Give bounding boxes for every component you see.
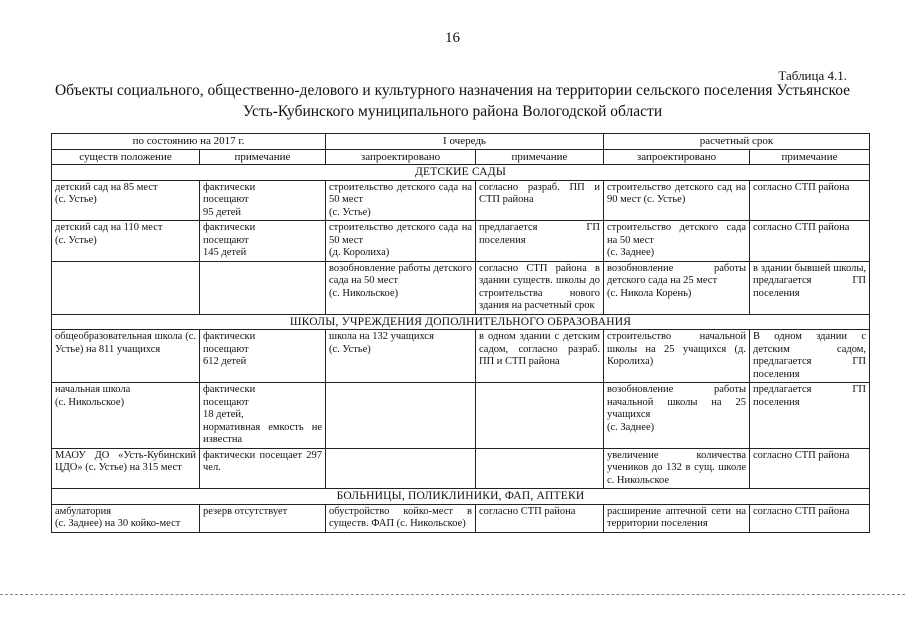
header-col-designed-1: запроектировано [326,149,476,165]
table-cell: согласно СТП района [750,221,870,262]
table-cell: строительство начальной школы на 25 учащихся (д. Королиха) [604,330,750,383]
table-cell: МАОУ ДО «Усть-Кубинский ЦДО» (с. Устье) на 315 мест [52,448,200,489]
header-group-first-stage: I очередь [326,134,604,150]
header-group-row [52,134,870,150]
header-column-row [52,149,870,165]
table-cell: расширение аптечной сети на территории поселения [604,504,750,532]
table-cell: согласно разраб. ПП и СТП района [476,180,604,221]
table-cell: фактически посещают 145 детей [200,221,326,262]
table-cell: детский сад на 85 мест (с. Устье) [52,180,200,221]
table-cell [326,448,476,489]
table-row [52,330,870,383]
table-row [52,221,870,262]
table-cell: в здании бывшей школы, предлагается ГП поселения [750,261,870,314]
title-line-1: Объекты социального, общественно-делового и культурного назначения на территории сельского поселения Устьянское [54,82,851,99]
document-title [40,80,865,122]
section-title: ДЕТСКИЕ САДЫ [52,165,870,181]
section-title: ШКОЛЫ, УЧРЕЖДЕНИЯ ДОПОЛНИТЕЛЬНОГО ОБРАЗОВАНИЯ [52,314,870,330]
table-cell: возобновление работы детского сада на 50 мест (с. Никольское) [326,261,476,314]
table-cell: предлагается ГП поселения [476,221,604,262]
table-cell: согласно СТП района в здании существ. школы до строительства нового здания на расчетный срок [476,261,604,314]
table-cell [476,383,604,449]
table-label: Таблица 4.1. [778,68,847,83]
table-cell: резерв отсутствует [200,504,326,532]
header-col-note-2: примечание [476,149,604,165]
table-cell: общеобразовательная школа (с. Устье) на 811 учащихся [52,330,200,383]
header-group-current: по состоянию на 2017 г. [52,134,326,150]
table-cell: строительство детского сада на 50 мест (с. Заднее) [604,221,750,262]
table-cell: согласно СТП района [750,448,870,489]
table-cell: строительство детского сад на 90 мест (с. Устье) [604,180,750,221]
table-cell: амбулатория (с. Заднее) на 30 койко-мест [52,504,200,532]
table-row [52,261,870,314]
table-cell: школа на 132 учащихся (с. Устье) [326,330,476,383]
table-cell: согласно СТП района [750,180,870,221]
objects-table [51,133,870,533]
table-cell: детский сад на 110 мест (с. Устье) [52,221,200,262]
table-cell [52,261,200,314]
header-group-estimated-term: расчетный срок [604,134,870,150]
table-cell [326,383,476,449]
table-cell: В одном здании с детским садом, предлагается ГП поселения [750,330,870,383]
table-cell: строительство детского сада на 50 мест (д. Королиха) [326,221,476,262]
table-row [52,504,870,532]
table-cell: фактически посещают 612 детей [200,330,326,383]
section-header-row [52,489,870,505]
table-cell: увеличение количества учеников до 132 в сущ. школе с. Никольское [604,448,750,489]
header-col-note-1: примечание [200,149,326,165]
table-row [52,448,870,489]
header-col-existing: существ положение [52,149,200,165]
section-header-row [52,314,870,330]
table-cell: в одном здании с детским садом, согласно разраб. ПП и СТП района [476,330,604,383]
header-col-note-3: примечание [750,149,870,165]
table-cell: предлагается ГП поселения [750,383,870,449]
table-cell [476,448,604,489]
table-cell: строительство детского сада на 50 мест (с. Устье) [326,180,476,221]
page-divider [0,594,905,595]
table-cell: фактически посещает 297 чел. [200,448,326,489]
table-row [52,180,870,221]
page-number: 16 [445,30,460,46]
table-cell: возобновление работы начальной школы на 25 учащихся (с. Заднее) [604,383,750,449]
table-cell: фактически посещают 18 детей, нормативная емкость не известна [200,383,326,449]
table-cell: фактически посещают 95 детей [200,180,326,221]
section-header-row [52,165,870,181]
table-cell: согласно СТП района [750,504,870,532]
table-cell: согласно СТП района [476,504,604,532]
table-row [52,383,870,449]
table-cell: начальная школа (с. Никольское) [52,383,200,449]
table-cell: обустройство койко-мест в существ. ФАП (с. Никольское) [326,504,476,532]
header-col-designed-2: запроектировано [604,149,750,165]
table-cell: возобновление работы детского сада на 25 мест (с. Никола Корень) [604,261,750,314]
section-title: БОЛЬНИЦЫ, ПОЛИКЛИНИКИ, ФАП, АПТЕКИ [52,489,870,505]
title-line-2: Усть-Кубинского муниципального района Вологодской области [242,103,663,120]
table-cell [200,261,326,314]
